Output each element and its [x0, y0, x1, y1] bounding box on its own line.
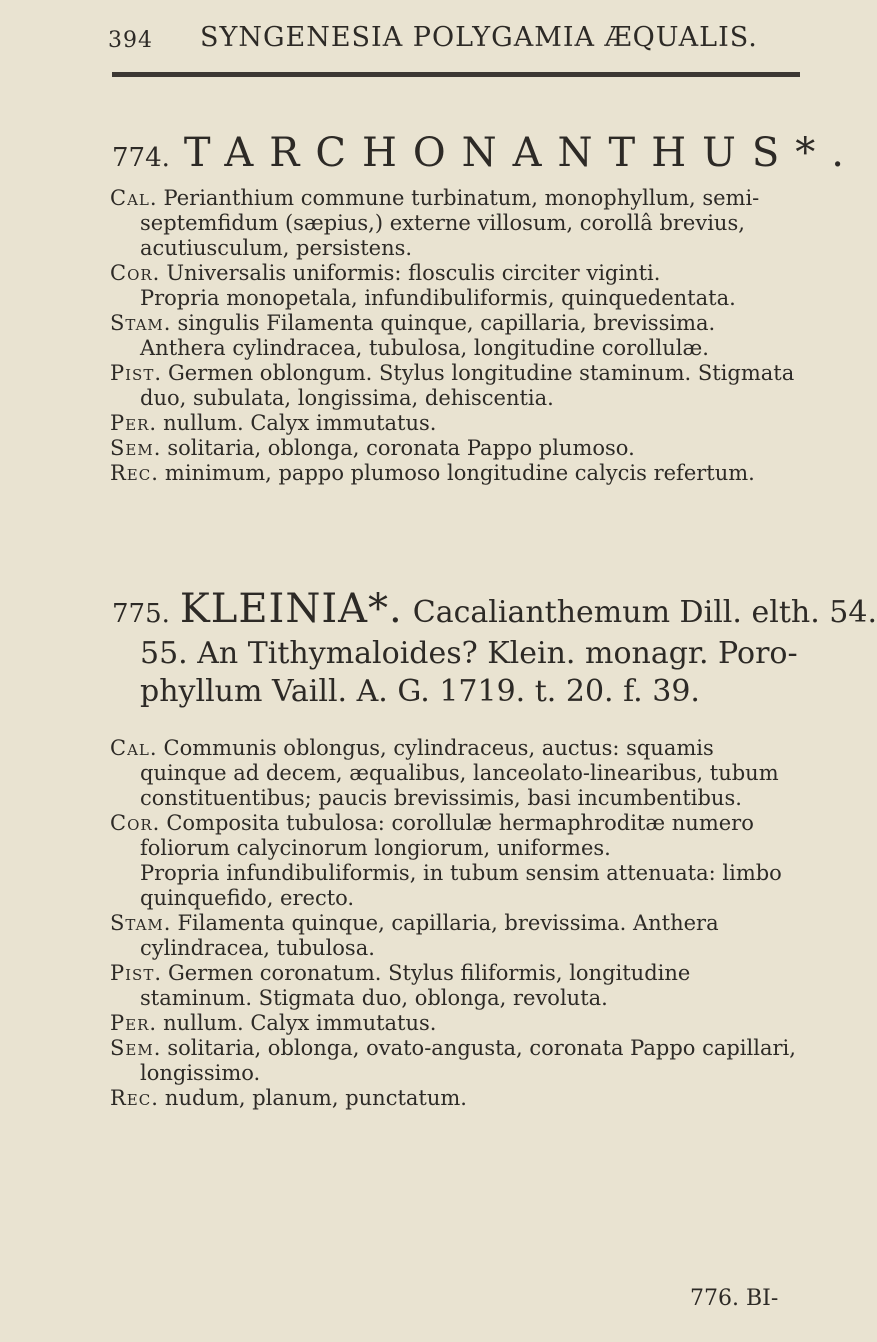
entry-text: Composita tubulosa: corollulæ hermaphroditæ numero foliorum calycinorum longiorum, uniformes. [140, 811, 754, 860]
genus-775-synonym-line-2: 55. An Tithymaloides? Klein. monagr. Poro- [140, 636, 798, 671]
entry-label: Cal. [110, 186, 158, 210]
entry-text: Perianthium commune turbinatum, monophyllum, semi-septemfidum (sæpius,) externe villosum, corollâ brevius, acutiusculum, persistens. [140, 186, 760, 260]
entry-pist [110, 961, 800, 1011]
genus-775-synonym: Cacalianthemum Dill. elth. 54. [412, 595, 877, 630]
genus-775-name: KLEINIA*. [179, 586, 403, 632]
entry-label: Per. [110, 411, 158, 435]
entry-label: Cal. [110, 736, 158, 760]
entry-text: Propria infundibuliformis, in tubum sensim attenuata: limbo quinquefido, erecto. [140, 861, 782, 910]
entry-text: Filamenta quinque, capillaria, brevissima. Anthera cylindracea, tubulosa. [140, 911, 719, 960]
entry-rec [110, 1086, 800, 1111]
entry-text: Germen oblongum. Stylus longitudine staminum. Stigmata duo, subulata, longissima, dehiscentia. [140, 361, 795, 410]
genus-775-number: 775. [112, 599, 170, 629]
entry-stam [110, 311, 800, 361]
entry-per [110, 1011, 800, 1036]
running-title: SYNGENESIA POLYGAMIA ÆQUALIS. [200, 22, 758, 53]
entry-cor [110, 811, 800, 861]
entry-text: Germen coronatum. Stylus filiformis, longitudine staminum. Stigmata duo, oblonga, revoluta. [140, 961, 691, 1010]
entry-stam [110, 911, 800, 961]
genus-774-name: TARCHONANTHUS*. [183, 130, 860, 176]
page-number: 394 [108, 28, 153, 53]
genus-775-synonym-line-3: phyllum Vaill. A. G. 1719. t. 20. f. 39. [140, 674, 700, 709]
entry-cal [110, 736, 800, 811]
entry-sem [110, 1036, 800, 1086]
entry-sem [110, 436, 800, 461]
header-rule [112, 72, 800, 77]
entry-label: Sem. [110, 1036, 162, 1060]
genus-774-description [110, 186, 800, 486]
entry-text: Universalis uniformis: flosculis circiter viginti. [166, 261, 661, 285]
entry-text: solitaria, oblonga, coronata Pappo plumoso. [167, 436, 635, 460]
genus-775-description [110, 736, 800, 1111]
entry-text: nullum. Calyx immutatus. [163, 411, 437, 435]
entry-rec [110, 461, 800, 486]
entry-label: Stam. [110, 311, 172, 335]
entry-cor-propria [110, 286, 800, 311]
entry-text: Communis oblongus, cylindraceus, auctus: squamis quinque ad decem, æqualibus, lanceolato-linearibus, tubum constituentibus; paucis brevissimis, basi incumbentibus. [140, 736, 779, 810]
entry-per [110, 411, 800, 436]
entry-label: Stam. [110, 911, 172, 935]
entry-label: Per. [110, 1011, 158, 1035]
catchword: 776. BI- [690, 1286, 779, 1311]
genus-774-number: 774. [112, 143, 170, 173]
entry-label: Pist. [110, 961, 163, 985]
entry-text: nullum. Calyx immutatus. [163, 1011, 437, 1035]
page-header [108, 22, 770, 62]
entry-text: solitaria, oblonga, ovato-angusta, coronata Pappo capillari, longissimo. [140, 1036, 796, 1085]
entry-cor [110, 261, 800, 286]
entry-label: Rec. [110, 1086, 159, 1110]
entry-text: Propria monopetala, infundibuliformis, quinquedentata. [140, 286, 736, 310]
entry-cor-propria [110, 861, 800, 911]
entry-label: Pist. [110, 361, 163, 385]
entry-pist [110, 361, 800, 411]
entry-label: Sem. [110, 436, 162, 460]
entry-label: Rec. [110, 461, 159, 485]
entry-text: nudum, planum, punctatum. [164, 1086, 467, 1110]
genus-774-title [112, 130, 860, 176]
genus-775-title [112, 586, 877, 632]
entry-text: singulis Filamenta quinque, capillaria, brevissima. Anthera cylindracea, tubulosa, longitudine corollulæ. [140, 311, 716, 360]
entry-label: Cor. [110, 261, 161, 285]
entry-text: minimum, pappo plumoso longitudine calycis refertum. [164, 461, 755, 485]
entry-cal [110, 186, 800, 261]
entry-label: Cor. [110, 811, 161, 835]
